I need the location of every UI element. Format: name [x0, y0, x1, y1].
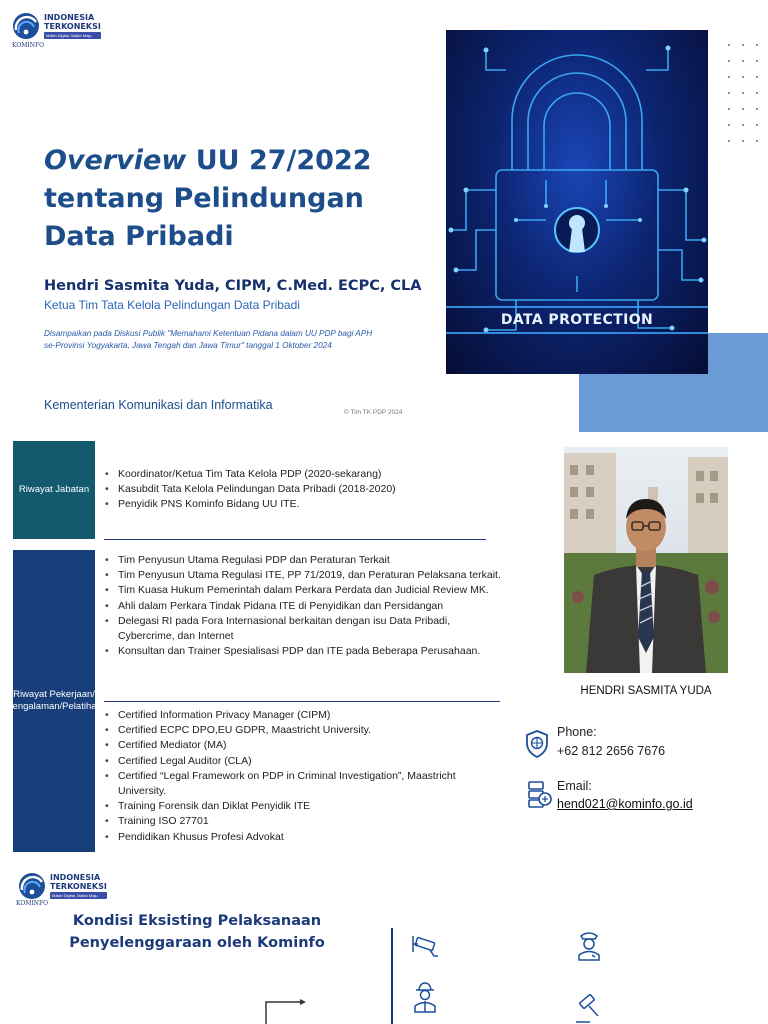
data-protection-image [446, 30, 708, 374]
list-item: • Pendidikan Khusus Profesi Advokat [104, 830, 504, 845]
logo-wordmark: KOMINFO [12, 42, 45, 49]
logo-line-2: TERKONEKSI [50, 882, 107, 891]
list-item: • Tim Penyusun Utama Regulasi PDP dan Peraturan Terkait [104, 553, 504, 568]
logo-tagline: Makin Digital, Makin Maju [44, 32, 101, 39]
logo-tagline: Makin Digital, Makin Maju [50, 892, 107, 899]
logo-line-2: TERKONEKSI [44, 22, 101, 31]
logo-line-1: INDONESIA [44, 13, 95, 22]
list-item: • Delegasi RI pada Fora Internasional berkaitan dengan isu Data Pribadi, Cybercrime, dan Internet [104, 614, 504, 644]
list-item: • Certified Mediator (MA) [104, 738, 504, 753]
label-rule-top [446, 306, 708, 308]
divider [104, 539, 486, 540]
presentation-title [44, 142, 444, 256]
section-riwayat-pekerjaan: Riwayat Pekerjaan/ Pengalaman/Pelatihan [13, 550, 95, 852]
police-officer-icon [574, 928, 604, 962]
title-rest: UU 27/2022 [186, 145, 372, 176]
section-riwayat-jabatan: Riwayat Jabatan [13, 441, 95, 539]
detective-icon [410, 980, 440, 1014]
phone-label: Phone: [557, 725, 597, 739]
list-item: • Kasubdit Tata Kelola Pelindungan Data Pribadi (2018-2020) [104, 482, 484, 497]
copyright-note: © Tim TK PDP 2024 [344, 409, 403, 416]
list-item: • Certified “Legal Framework on PDP in Criminal Investigation”, Maastricht University. [104, 769, 504, 799]
portrait-photo-icon [564, 447, 728, 673]
phone-shield-icon [524, 729, 550, 759]
gavel-icon [572, 994, 602, 1024]
list-item: • Penyidik PNS Kominfo Bidang UU ITE. [104, 497, 484, 512]
label-rule-bottom [446, 332, 708, 334]
email-server-icon [526, 779, 552, 809]
ministry-name: Kementerian Komunikasi dan Informatika [44, 398, 273, 412]
slide-title-line-1: Kondisi Eksisting Pelaksanaan [72, 913, 322, 929]
sertifikat-list [104, 708, 504, 845]
kominfo-logo [16, 872, 107, 907]
speaker-name: Hendri Sasmita Yuda, CIPM, C.Med. ECPC, CLA [44, 278, 422, 294]
kominfo-emblem-icon [12, 12, 40, 40]
kondisi-eksisting-slide [0, 864, 768, 1024]
event-note-line-1: Disampaikan pada Diskusi Publik "Memahami Ketentuan Pidana dalam UU PDP bagi APH [44, 329, 373, 338]
list-item: • Koordinator/Ketua Tim Tata Kelola PDP (2020-sekarang) [104, 467, 484, 482]
arrow-right-icon [264, 998, 308, 1024]
logo-wordmark: KOMINFO [16, 900, 49, 907]
list-item: • Certified Information Privacy Manager (CIPM) [104, 708, 504, 723]
kominfo-emblem-icon [18, 872, 46, 900]
speaker-role: Ketua Tim Tata Kelola Pelindungan Data Pribadi [44, 298, 300, 312]
event-note [44, 328, 424, 352]
email-label: Email: [557, 779, 592, 793]
vertical-divider [391, 928, 393, 1024]
slide-title-line-2: Penyelenggaraan oleh Kominfo [69, 935, 325, 951]
title-italic: Overview [44, 145, 187, 176]
list-item: • Certified Legal Auditor (CLA) [104, 754, 504, 769]
title-slide [0, 0, 768, 432]
list-item: • Training ISO 27701 [104, 814, 504, 829]
pekerjaan-list [104, 553, 504, 659]
phone-value[interactable]: +62 812 2656 7676 [557, 744, 666, 758]
email-link[interactable]: hend021@kominfo.go.id [557, 797, 693, 811]
title-line-2: tentang Pelindungan [44, 183, 364, 214]
speaker-portrait [564, 447, 728, 673]
portrait-caption: HENDRI SASMITA YUDA [580, 685, 712, 697]
title-line-3: Data Pribadi [44, 221, 234, 252]
list-item: • Certified ECPC DPO,EU GDPR, Maastricht University. [104, 723, 504, 738]
profile-slide [0, 432, 768, 864]
list-item: • Konsultan dan Trainer Spesialisasi PDP dan ITE pada Beberapa Perusahaan. [104, 644, 504, 659]
logo-line-1: INDONESIA [50, 873, 101, 882]
list-item: • Tim Penyusun Utama Regulasi ITE, PP 71/2019, dan Peraturan Pelaksana terkait. [104, 568, 504, 583]
divider [104, 701, 500, 702]
cctv-camera-icon [410, 930, 440, 964]
kominfo-logo [12, 12, 101, 49]
decorative-dots [728, 44, 758, 154]
slide-title [52, 910, 342, 954]
list-item: • Tim Kuasa Hukum Pemerintah dalam Perkara Perdata dan Judicial Review MK. [104, 583, 504, 598]
jabatan-list [104, 467, 484, 513]
list-item: • Training Forensik dan Diklat Penyidik ITE [104, 799, 504, 814]
event-note-line-2: se-Provinsi Yogyakarta, Jawa Tengah dan Jawa Timur" tanggal 1 Oktober 2024 [44, 341, 332, 350]
list-item: • Ahli dalam Perkara Tindak Pidana ITE di Penyidikan dan Persidangan [104, 599, 504, 614]
data-protection-label: DATA PROTECTION [500, 312, 654, 328]
